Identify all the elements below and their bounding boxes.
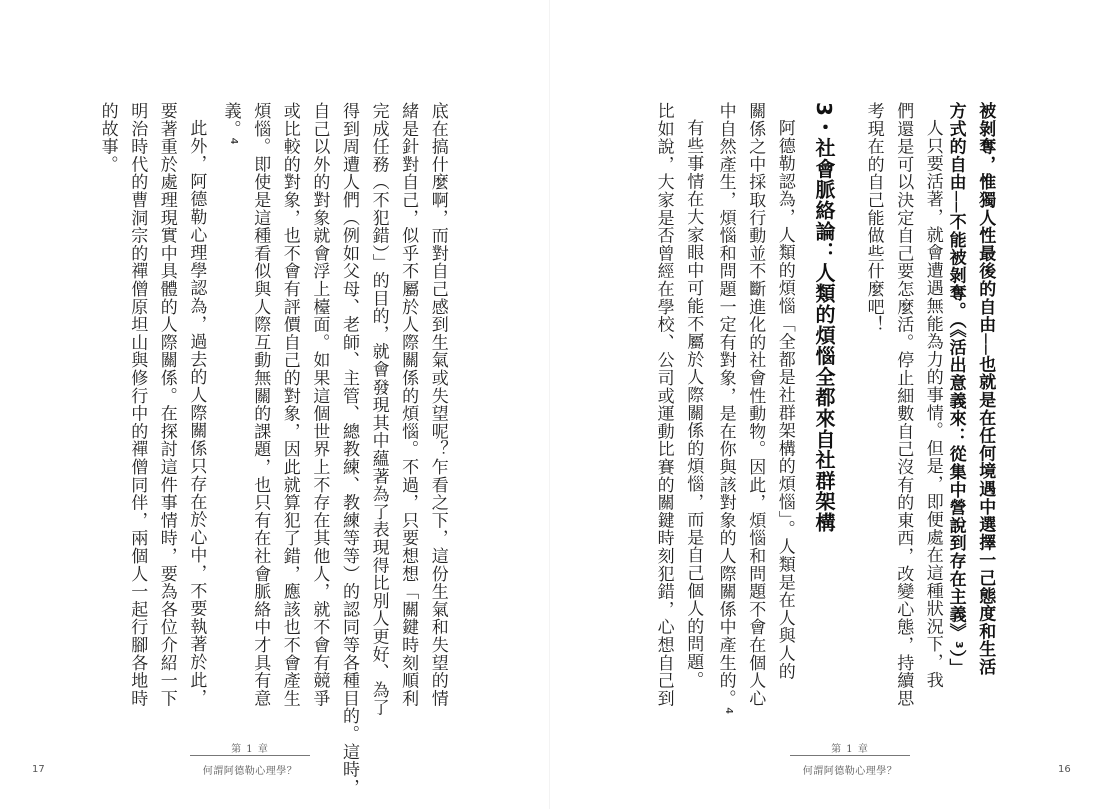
chapter-label: 第 1 章 bbox=[831, 744, 869, 755]
section-heading-text: 3・社會脈絡論：人類的煩惱全都來自社群架構 bbox=[812, 102, 836, 533]
chapter-label: 第 1 章 bbox=[231, 744, 269, 755]
text-line: 有些事情在大家眼中可能不屬於人際關係的煩惱，而是自己個人的問題。 bbox=[683, 119, 704, 689]
paragraph-3 bbox=[648, 102, 707, 707]
page-number: 16 bbox=[1058, 764, 1071, 775]
paragraph-4 bbox=[215, 102, 452, 796]
text-line: 人只要活著，就會遭遇無能為力的事情。但是，即便處在這種狀況下，我 bbox=[922, 119, 943, 689]
text-line: 阿德勒認為，人類的煩惱「全都是社群架構的煩惱」。人類是在人與人的 bbox=[774, 119, 795, 681]
text-line: 的故事。 bbox=[97, 102, 118, 174]
paragraph-1 bbox=[858, 102, 947, 707]
text-line: 緒是針對自己，似乎不屬於人際關係的煩惱。不過，只要想想「關鍵時刻順利 bbox=[398, 102, 419, 708]
text-line: 或比較的對象，也不會有評價自己的對象，因此就算犯了錯，應該也不會產生 bbox=[279, 102, 300, 708]
running-title: 何謂阿德勒心理學？ bbox=[202, 766, 298, 777]
text-line: 們還是可以決定自己要怎麼活。停止細數自己沒有的東西，改變心態，持續思 bbox=[893, 102, 914, 708]
text-line: 煩惱。即使是這種看似與人際互動無關的課題，也只有在社會脈絡中才具有意 bbox=[250, 102, 271, 708]
text-line: 比如說，大家是否曾經在學校、公司或運動比賽的關鍵時刻犯錯，心想自己到 bbox=[653, 102, 674, 708]
paragraph-5 bbox=[92, 102, 210, 707]
section-heading bbox=[808, 102, 840, 533]
quote-line: 方式的自由──不能被剝奪。（《活出意義來：從集中營說到存在主義》³）」 bbox=[945, 102, 966, 677]
text-line: 考現在的自己能做些什麼吧！ bbox=[863, 102, 884, 334]
text-line: 關係之中採取行動並不斷進化的社會性動物。因此，煩惱和問題不會在個人心 bbox=[745, 102, 766, 708]
text-line: 完成任務（不犯錯）」的目的，就會發現其中蘊著為了表現得比別人更好、為了 bbox=[368, 102, 389, 717]
text-line: 中自然產生，煩惱和問題一定有對象，是在你與該對象的人際關係中產生的。⁴ bbox=[715, 102, 736, 715]
text-line: 要著重於處理現實中具體的人際關係。在探討這件事情時，要為各位介紹一下 bbox=[156, 102, 177, 708]
quote-line: 被剝奪，惟獨人性最後的自由──也就是在任何境遇中選擇一己態度和生活 bbox=[975, 102, 996, 676]
running-title: 何謂阿德勒心理學？ bbox=[802, 766, 898, 777]
footer-rule bbox=[790, 755, 910, 756]
text-line: 明治時代的曹洞宗的禪僧原坦山與修行中的禪僧同伴，兩個人一起行腳各地時 bbox=[127, 102, 148, 708]
text-line: 義。⁴ bbox=[220, 102, 241, 146]
page-16 bbox=[550, 0, 1100, 809]
paragraph-2 bbox=[710, 102, 799, 715]
footer-rule bbox=[190, 755, 310, 756]
page-number: 17 bbox=[32, 764, 45, 775]
text-line: 此外，阿德勒心理學認為，過去的人際關係只存在於心中，不要執著於此， bbox=[186, 119, 207, 707]
quote-column bbox=[940, 102, 999, 676]
text-line: 得到周遭人們（例如父母、老師、主管、總教練、教練等等）的認同等各種目的。這時， bbox=[338, 102, 359, 797]
text-line: 底在搞什麼啊，而對自己感到生氣或失望呢？乍看之下，這份生氣和失望的情 bbox=[427, 102, 448, 708]
text-line: 自己以外的對象就會浮上檯面。如果這個世界上不存在其他人，就不會有競爭 bbox=[309, 102, 330, 708]
